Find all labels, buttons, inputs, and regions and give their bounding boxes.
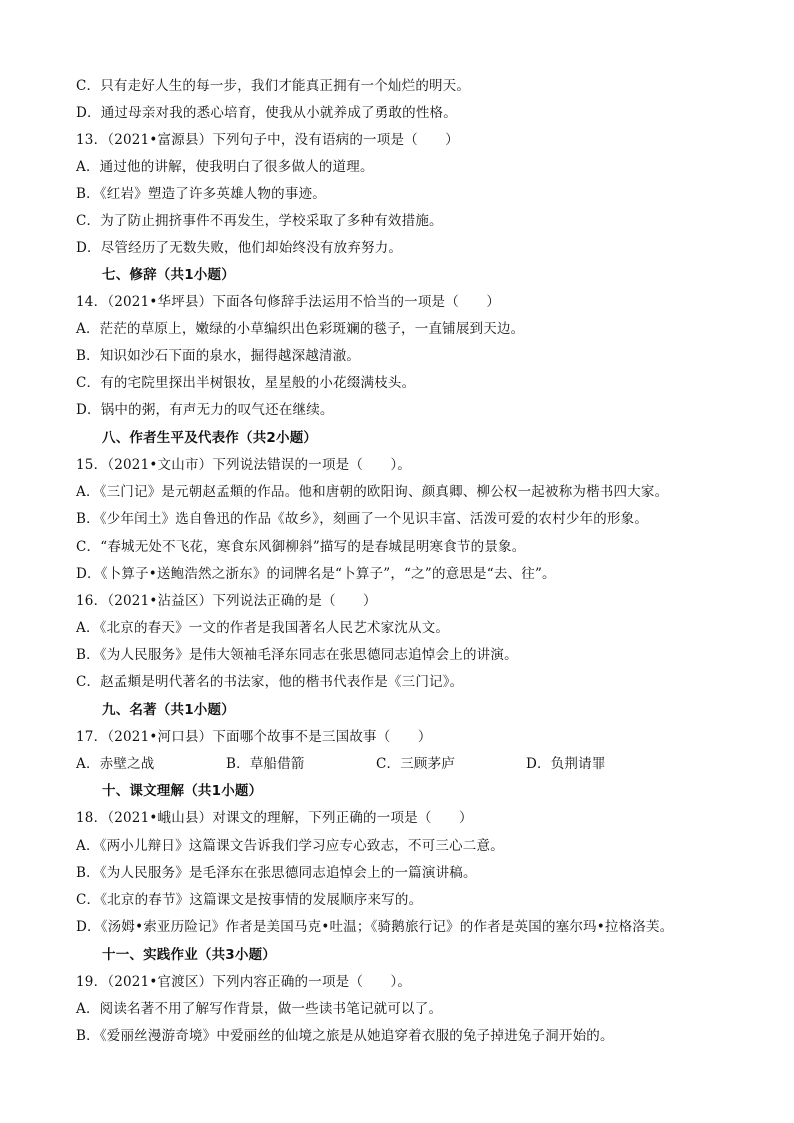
section-heading-rhetoric: 七、修辞（共1小题） <box>102 267 235 283</box>
question-15-option-b: B．《少年闰土》选自鲁迅的作品《故乡》，刻画了一个见识丰富、活泼可爱的农村少年的形象。 <box>76 511 649 527</box>
section-heading-classics: 九、名著（共1小题） <box>102 702 235 718</box>
question-19-stem: 19．（2021•官渡区）下列内容正确的一项是（ ）。 <box>76 974 412 990</box>
question-18-option-b: B．《为人民服务》是毛泽东在张思德同志追悼会上的一篇演讲稿。 <box>76 865 477 881</box>
question-14-option-d: D．锅中的粥，有声无力的叹气还在继续。 <box>76 402 334 418</box>
question-16-option-a: A．《北京的春天》一文的作者是我国著名人民艺术家沈从文。 <box>76 620 450 636</box>
question-13-option-d: D．尽管经历了无数失败，他们却始终没有放弃努力。 <box>76 240 403 256</box>
question-13-option-c: C．为了防止拥挤事件不再发生，学校采取了多种有效措施。 <box>76 213 443 229</box>
section-heading-practice: 十一、实践作业（共3小题） <box>102 947 276 963</box>
question-17-option-d: D．负荆请罪 <box>526 756 606 772</box>
question-15-option-d: D．《卜算子•送鲍浩然之浙东》的词牌名是“卜算子”，“之”的意思是“去、往”。 <box>76 566 556 582</box>
section-heading-text-comprehension: 十、课文理解（共1小题） <box>102 783 263 799</box>
question-17-option-b: B．草船借箭 <box>226 756 305 772</box>
question-14-option-c: C．有的宅院里探出半树银妆，星星般的小花缀满枝头。 <box>76 375 416 391</box>
question-15-stem: 15．（2021•文山市）下列说法错误的一项是（ ）。 <box>76 457 412 473</box>
question-15-option-c: C．“春城无处不飞花，寒食东风御柳斜”描写的是春城昆明寒食节的景象。 <box>76 539 526 555</box>
question-14-option-a: A．茫茫的草原上，嫩绿的小草编织出色彩斑斓的毯子，一直铺展到天边。 <box>76 321 525 337</box>
question-15-option-a: A．《三门记》是元朝赵孟頫的作品。他和唐朝的欧阳询、颜真卿、柳公权一起被称为楷书四大家。 <box>76 484 669 500</box>
question-17-option-a: A．赤壁之战 <box>76 756 155 772</box>
question-13-stem: 13．（2021•富源县）下列句子中，没有语病的一项是（ ） <box>76 132 459 148</box>
question-18-stem: 18．（2021•峨山县）对课文的理解，下列正确的一项是（ ） <box>76 810 473 826</box>
question-18-option-a: A．《两小儿辩日》这篇课文告诉我们学习应专心致志，不可三心二意。 <box>76 838 504 854</box>
section-heading-authors: 八、作者生平及代表作（共2小题） <box>102 430 318 446</box>
question-13-option-a: A．通过他的讲解，使我明白了很多做人的道理。 <box>76 159 374 175</box>
question-14-stem: 14．（2021•华坪县）下面各句修辞手法运用不恰当的一项是（ ） <box>76 294 501 310</box>
question-19-option-a: A．阅读名著不用了解写作背景，做一些读书笔记就可以了。 <box>76 1001 443 1017</box>
question-18-option-c: C．《北京的春节》这篇课文是按事情的发展顺序来写的。 <box>76 892 423 908</box>
question-19-option-b: B．《爱丽丝漫游奇境》中爱丽丝的仙境之旅是从她追穿着衣服的兔子掉进兔子洞开始的。 <box>76 1028 614 1044</box>
question-13-option-b: B．《红岩》塑造了许多英雄人物的事迹。 <box>76 186 326 202</box>
question-17-stem: 17．（2021•河口县）下面哪个故事不是三国故事（ ） <box>76 729 432 745</box>
question-16-stem: 16．（2021•沾益区）下列说法正确的是（ ） <box>76 593 377 609</box>
question-16-option-b: B．《为人民服务》是伟大领袖毛泽东同志在张思德同志追悼会上的讲演。 <box>76 647 518 663</box>
question-12-option-d: D．通过母亲对我的悉心培育，使我从小就养成了勇敢的性格。 <box>76 105 457 121</box>
question-12-option-c: C．只有走好人生的每一步，我们才能真正拥有一个灿烂的明天。 <box>76 78 471 94</box>
question-16-option-c: C．赵孟頫是明代著名的书法家，他的楷书代表作是《三门记》。 <box>76 674 464 690</box>
question-17-option-c: C．三顾茅庐 <box>376 756 456 772</box>
question-14-option-b: B．知识如沙石下面的泉水，掘得越深越清澈。 <box>76 348 361 364</box>
question-18-option-d: D．《汤姆•索亚历险记》作者是美国马克•吐温；《骑鹅旅行记》的作者是英国的塞尔玛•拉格洛芙。 <box>76 919 674 935</box>
question-17-options <box>76 754 754 774</box>
